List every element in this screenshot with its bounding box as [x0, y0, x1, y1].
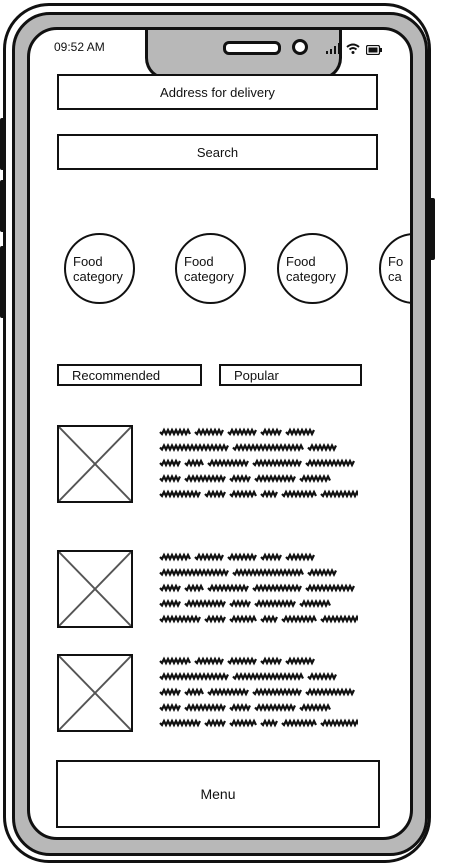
- menu-button[interactable]: [56, 760, 380, 828]
- item-description-2: [158, 551, 358, 625]
- notch: [145, 27, 342, 80]
- item-image-1[interactable]: [57, 425, 133, 503]
- image-placeholder-icon: [59, 656, 131, 730]
- category-food-2[interactable]: [175, 233, 246, 304]
- item-image-2[interactable]: [57, 550, 133, 628]
- item-image-3[interactable]: [57, 654, 133, 732]
- power-button: [429, 198, 435, 260]
- search-label: Search: [196, 144, 239, 160]
- category-food-4[interactable]: [379, 233, 413, 304]
- category-label: Food category: [286, 253, 336, 284]
- category-label: Food category: [184, 253, 234, 284]
- volume-down-button: [0, 180, 6, 232]
- category-food-3[interactable]: [277, 233, 348, 304]
- search-field[interactable]: [57, 134, 378, 170]
- item-description-3: [158, 655, 358, 729]
- delivery-address-label: Address for delivery: [160, 84, 275, 100]
- category-label: Food category: [73, 253, 123, 284]
- image-placeholder-icon: [59, 552, 131, 626]
- volume-up-button: [0, 118, 6, 170]
- tab-recommended[interactable]: [57, 364, 202, 386]
- category-food-1[interactable]: [64, 233, 135, 304]
- wifi-icon: [346, 41, 360, 59]
- category-label: Fo ca: [388, 253, 404, 284]
- item-description-1: [158, 426, 358, 500]
- signal-icon: [326, 41, 340, 59]
- battery-icon: [366, 42, 382, 60]
- menu-label: Menu: [200, 786, 236, 802]
- camera-icon: [292, 39, 308, 55]
- tab-recommended-label: Recommended: [72, 367, 161, 383]
- placeholder-text-icon: [158, 655, 358, 729]
- speaker-icon: [223, 41, 281, 55]
- mute-switch: [0, 246, 6, 318]
- image-placeholder-icon: [59, 427, 131, 501]
- placeholder-text-icon: [158, 426, 358, 500]
- tab-popular[interactable]: [219, 364, 362, 386]
- screen: [27, 27, 413, 840]
- delivery-address-field[interactable]: [57, 74, 378, 110]
- placeholder-text-icon: [158, 551, 358, 625]
- tab-popular-label: Popular: [234, 367, 279, 383]
- status-time: 09:52 AM: [54, 40, 105, 54]
